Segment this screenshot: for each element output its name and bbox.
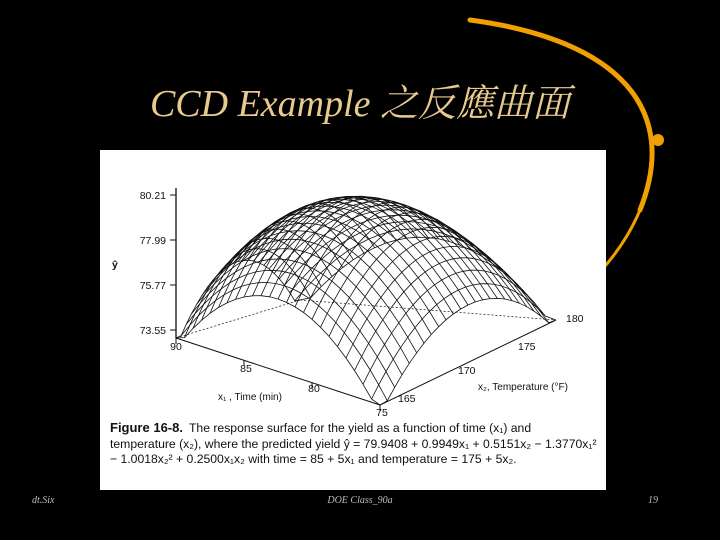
x1-axis-label: x₁ , Time (min) — [218, 392, 282, 403]
x1-tick-label: 80 — [308, 383, 320, 395]
mesh-line — [261, 196, 407, 295]
y-tick-label: 80.21 — [139, 190, 166, 202]
y-tick-label: 77.99 — [139, 235, 166, 247]
x2-tick-label: 165 — [398, 393, 416, 405]
mesh-line — [233, 202, 461, 309]
surface-mesh — [176, 196, 556, 405]
x2-tick-label: 180 — [566, 313, 584, 325]
mesh-line — [217, 217, 438, 327]
x1-tick-label: 90 — [170, 341, 182, 353]
caption-label: Figure 16-8. — [110, 420, 183, 435]
y-tick-label: 75.77 — [139, 280, 166, 292]
y-axis-symbol: ŷ — [112, 259, 118, 271]
mesh-line — [181, 283, 387, 401]
x1-tick-label: 75 — [376, 407, 388, 419]
x2-axis-label: x₂, Temperature (°F) — [478, 382, 568, 393]
figure-caption — [110, 420, 600, 468]
response-surface-figure — [100, 150, 606, 490]
footer-left: dt.Six — [32, 495, 55, 506]
footer-center: DOE Class_90a — [327, 495, 393, 506]
mesh-line — [270, 196, 418, 296]
x2-tick-label: 175 — [518, 341, 536, 353]
slide-title: CCD Example 之反應曲面 — [149, 83, 571, 125]
x1-tick-label: 85 — [240, 363, 252, 375]
surface-plot — [100, 150, 606, 420]
slide-number: 19 — [648, 495, 658, 506]
x2-tick-label: 170 — [458, 365, 476, 377]
mesh-line — [210, 221, 343, 313]
y-tick-label: 73.55 — [139, 325, 166, 337]
caption-text: The response surface for the yield as a function of time (x₁) and temperature (x₂), where the predicted yield ŷ = 79.9408 + 0.9949x₁ + 0.5151x₂ − 1.3770x₁² − 1.0018x₂² + 0.2500x₁x₂ with time = 85 + 5x₁ and temperature = 175 + 5x₂. — [110, 421, 597, 466]
